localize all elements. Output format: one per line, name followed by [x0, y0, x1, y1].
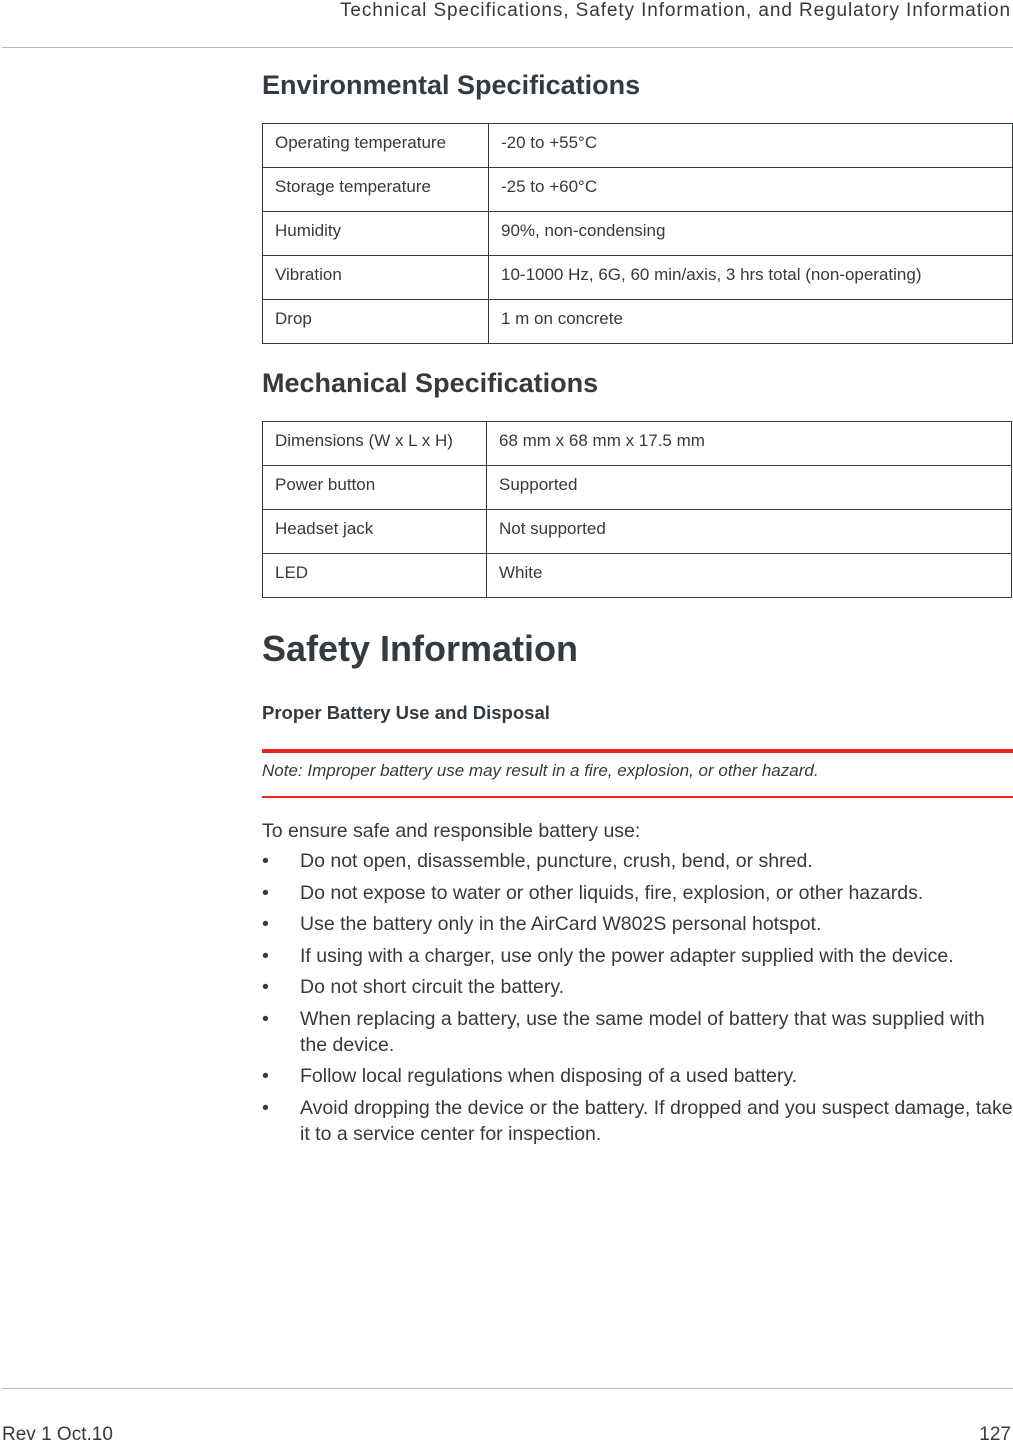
- table-row: [263, 466, 1012, 510]
- environmental-table: [262, 123, 1013, 344]
- running-header: Technical Specifications, Safety Information, and Regulatory Information: [339, 0, 1011, 21]
- spec-label: Vibration: [263, 256, 489, 300]
- spec-value: -20 to +55°C: [489, 124, 1013, 168]
- spec-value: 90%, non-condensing: [489, 212, 1013, 256]
- spec-label: Humidity: [263, 212, 489, 256]
- mechanical-heading: Mechanical Specifications: [262, 368, 599, 398]
- table-row: [263, 422, 1012, 466]
- environmental-heading: Environmental Specifications: [262, 70, 641, 100]
- spec-label: Power button: [263, 466, 487, 510]
- spec-label: Drop: [263, 300, 489, 344]
- spec-value: Supported: [487, 466, 1012, 510]
- battery-guidelines-list: [262, 848, 1013, 1152]
- list-item: [262, 848, 1013, 874]
- table-row: [263, 510, 1012, 554]
- spec-value: White: [487, 554, 1012, 598]
- list-item-text: Avoid dropping the device or the battery. If dropped and you suspect damage, take it to a service center for inspection.: [300, 1096, 1013, 1145]
- bullet-icon: •: [262, 1007, 269, 1030]
- table-row: [263, 256, 1013, 300]
- footer-divider: [2, 1388, 1013, 1389]
- spec-value: Not supported: [487, 510, 1012, 554]
- spec-label: LED: [263, 554, 487, 598]
- list-item-text: Do not open, disassemble, puncture, crush, bend, or shred.: [300, 850, 813, 872]
- bullet-icon: •: [262, 944, 269, 967]
- table-row: [263, 554, 1012, 598]
- list-item: [262, 880, 1013, 906]
- spec-label: Operating temperature: [263, 124, 489, 168]
- table-row: [263, 124, 1013, 168]
- note-bottom-rule: [262, 796, 1013, 798]
- mechanical-table: [262, 421, 1012, 598]
- list-item: [262, 943, 1013, 969]
- battery-note: Note: Improper battery use may result in a fire, explosion, or other hazard.: [262, 761, 819, 780]
- bullet-icon: •: [262, 850, 269, 872]
- bullet-icon: •: [262, 976, 269, 998]
- table-row: [263, 212, 1013, 256]
- list-item: [262, 1063, 1013, 1089]
- table-row: [263, 168, 1013, 212]
- spec-value: -25 to +60°C: [489, 168, 1013, 212]
- list-item-text: When replacing a battery, use the same model of battery that was supplied with the device.: [300, 1007, 985, 1056]
- list-item-text: If using with a charger, use only the power adapter supplied with the device.: [300, 944, 954, 967]
- safety-heading: Safety Information: [262, 628, 579, 669]
- battery-subheading: Proper Battery Use and Disposal: [262, 702, 550, 723]
- spec-label: Headset jack: [263, 510, 487, 554]
- page-number: 127: [979, 1424, 1011, 1445]
- revision-label: Rev 1 Oct.10: [2, 1424, 113, 1445]
- table-row: [263, 300, 1013, 344]
- spec-value: 68 mm x 68 mm x 17.5 mm: [487, 422, 1012, 466]
- bullet-icon: •: [262, 1096, 269, 1119]
- spec-value: 1 m on concrete: [489, 300, 1013, 344]
- header-divider: [2, 47, 1013, 48]
- spec-label: Storage temperature: [263, 168, 489, 212]
- note-top-rule: [262, 749, 1013, 753]
- battery-intro: To ensure safe and responsible battery use:: [262, 820, 641, 842]
- list-item-text: Do not expose to water or other liquids, fire, explosion, or other hazards.: [300, 881, 924, 904]
- list-item-text: Do not short circuit the battery.: [300, 976, 565, 998]
- list-item: [262, 974, 1013, 1000]
- spec-value: 10-1000 Hz, 6G, 60 min/axis, 3 hrs total (non-operating): [489, 256, 1013, 300]
- list-item: [262, 911, 1013, 937]
- list-item: [262, 1006, 1013, 1058]
- list-item: [262, 1095, 1013, 1147]
- spec-label: Dimensions (W x L x H): [263, 422, 487, 466]
- bullet-icon: •: [262, 913, 269, 935]
- list-item-text: Follow local regulations when disposing of a used battery.: [300, 1065, 798, 1087]
- bullet-icon: •: [262, 1065, 269, 1087]
- bullet-icon: •: [262, 881, 269, 904]
- list-item-text: Use the battery only in the AirCard W802S personal hotspot.: [300, 913, 822, 935]
